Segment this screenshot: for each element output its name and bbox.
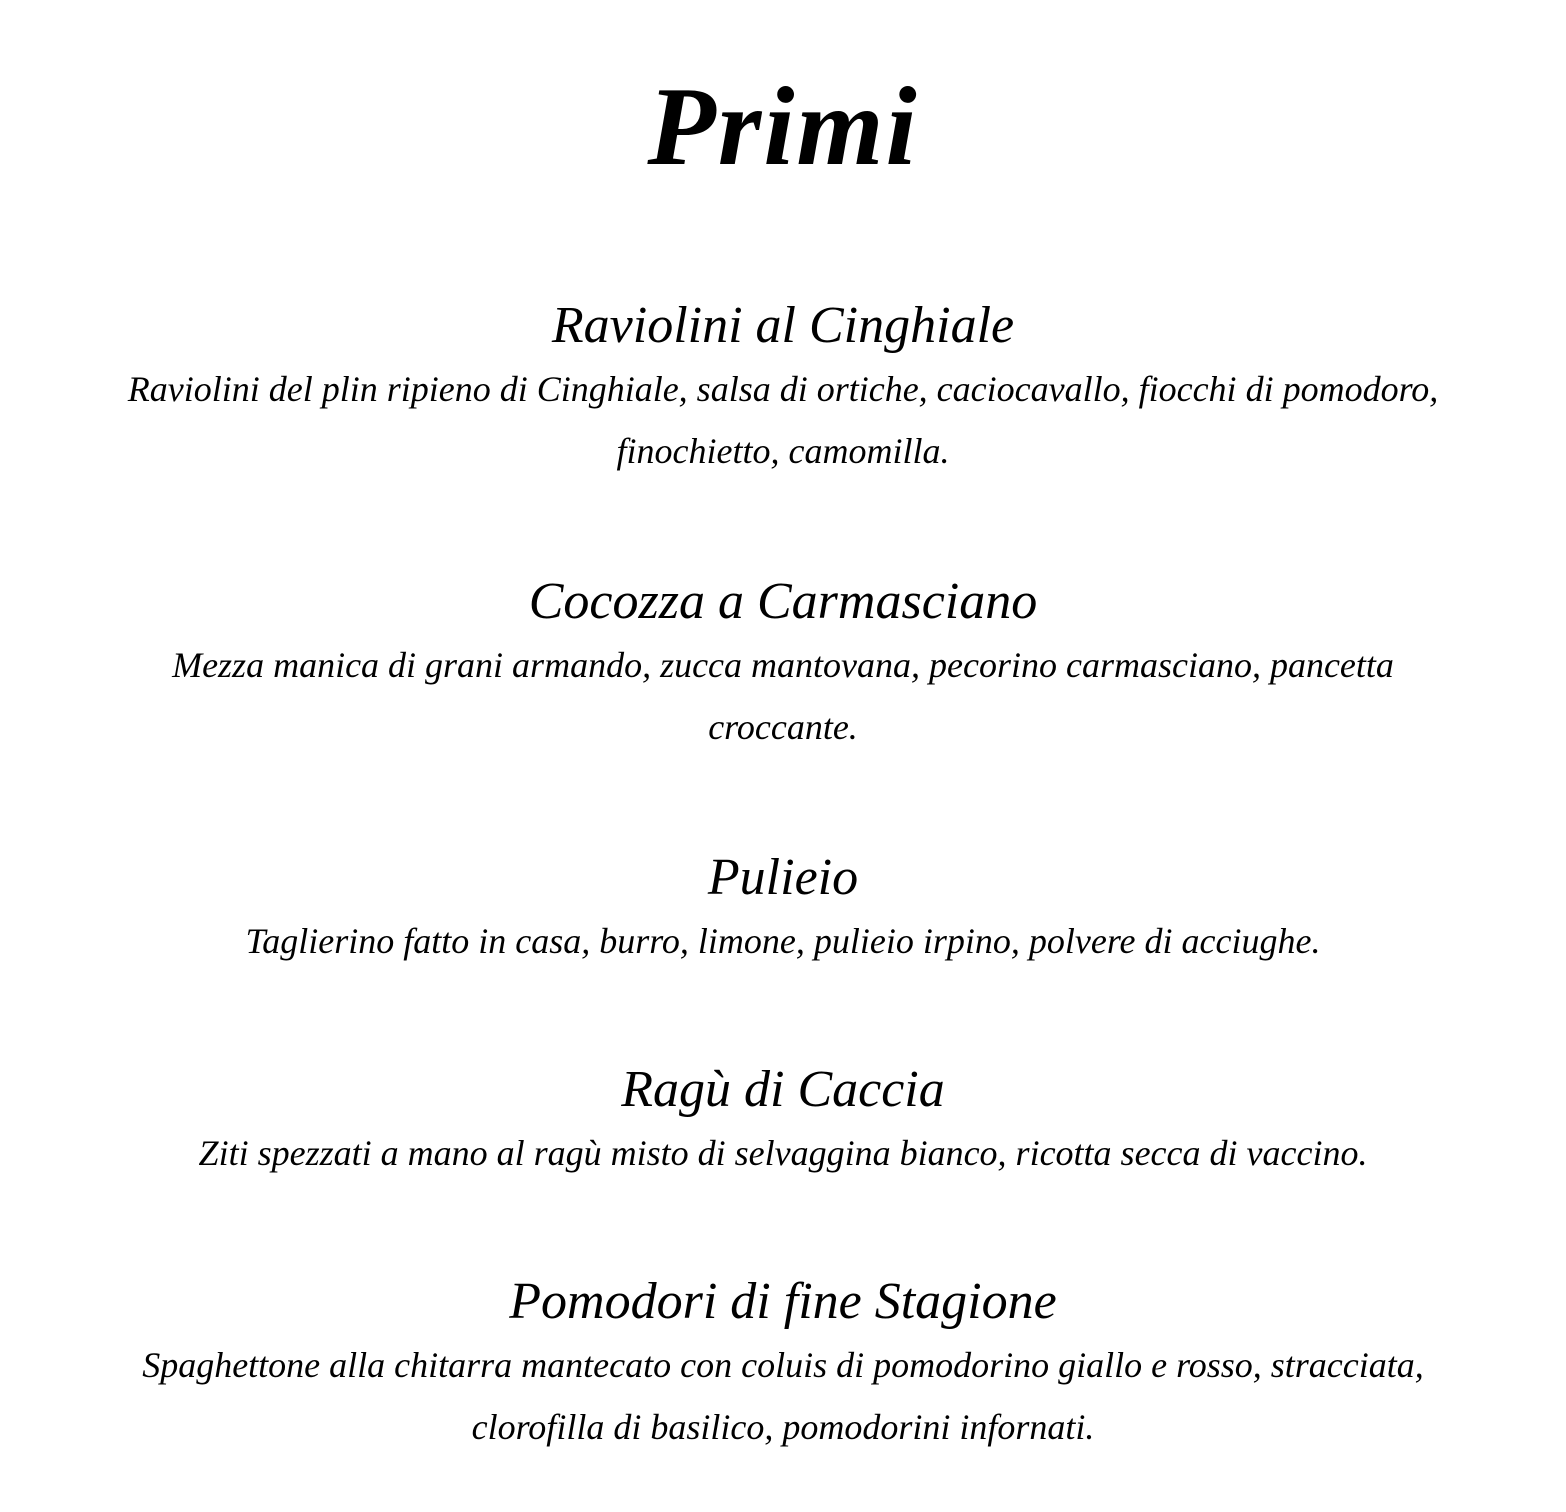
dish-description: Mezza manica di grani armando, zucca mantovana, pecorino carmasciano, pancetta croccante. <box>172 645 1394 747</box>
dish-item <box>110 1060 1456 1184</box>
dish-name: Cocozza a Carmasciano <box>528 573 1038 630</box>
section-title: Primi <box>647 65 919 190</box>
dish-description: Ziti spezzati a mano al ragù misto di selvaggina bianco, ricotta secca di vaccino. <box>198 1133 1368 1173</box>
dish-description: Raviolini del plin ripieno di Cinghiale, salsa di ortiche, caciocavallo, fiocchi di pomodoro, finochietto, camomilla. <box>127 369 1439 471</box>
dish-name: Ragù di Caccia <box>621 1061 945 1118</box>
dish-item <box>110 848 1456 972</box>
dish-item <box>110 1272 1456 1458</box>
dish-name: Pulieio <box>707 849 859 906</box>
dish-description: Taglierino fatto in casa, burro, limone, pulieio irpino, polvere di acciughe. <box>245 921 1321 961</box>
dish-item <box>110 296 1456 482</box>
dish-description: Spaghettone alla chitarra mantecato con coluis di pomodorino giallo e rosso, stracciata, clorofilla di basilico, pomodorini infornati. <box>142 1345 1424 1447</box>
dish-item <box>110 572 1456 758</box>
dish-name: Pomodori di fine Stagione <box>509 1273 1057 1330</box>
dish-name: Raviolini al Cinghiale <box>551 297 1015 354</box>
